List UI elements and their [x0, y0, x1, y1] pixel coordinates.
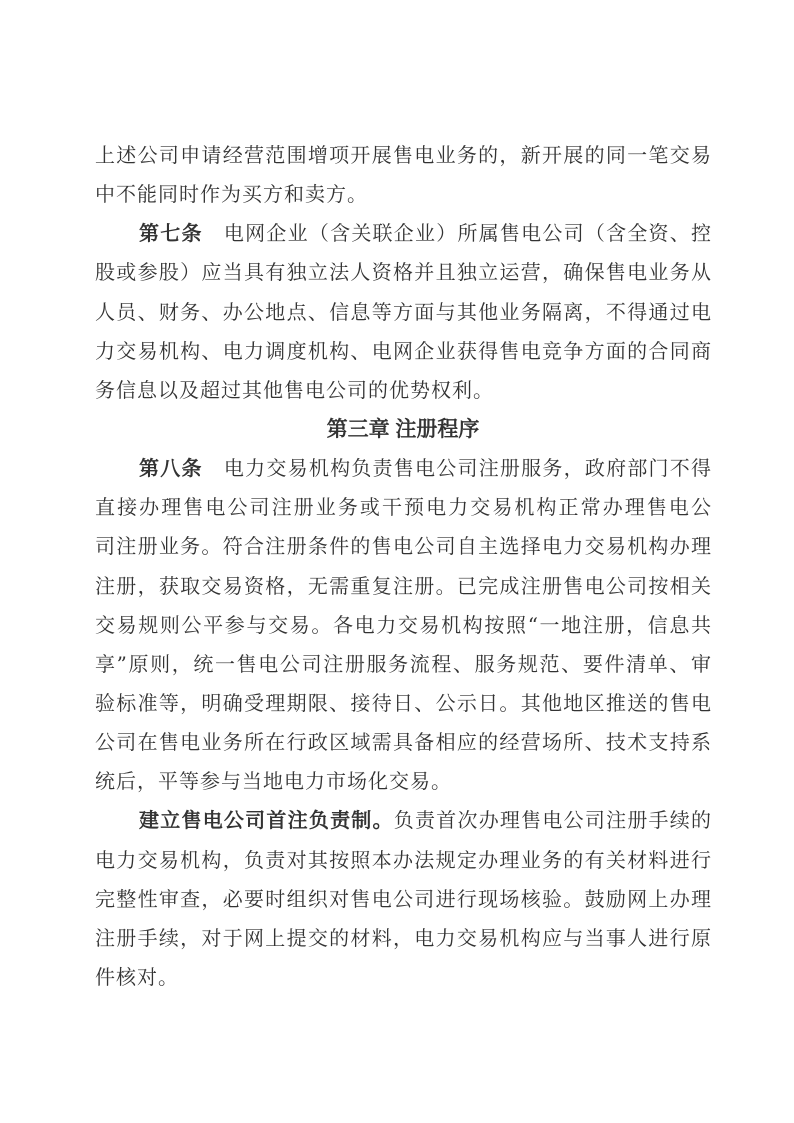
article-number-bold: 第七条: [139, 223, 203, 246]
text-segment: 股或参股）应当具有独立法人资格并且独立运营，确保售电业务从: [95, 260, 711, 285]
text-segment: 上述公司申请经营范围增项开展售电业务的，新开展的同一笔交易: [95, 143, 711, 167]
text-segment: 电力交易机构负责售电公司注册服务，政府部门不得: [202, 456, 711, 481]
article-number-bold: 第八条: [139, 458, 203, 481]
document-text: [95, 136, 711, 997]
text-segment: 务信息以及超过其他售电公司的优势权利。: [95, 377, 494, 402]
text-line: [95, 293, 711, 332]
text-segment: 司注册业务。符合注册条件的售电公司自主选择电力交易机构办理: [95, 534, 711, 559]
text-segment: 交易规则公平参与交易。各电力交易机构按照“一地注册，信息共: [95, 612, 711, 637]
text-segment: 中不能同时作为买方和卖方。: [95, 182, 368, 207]
text-segment: 公司在售电业务所在行政区域需具备相应的经营场所、技术支持系: [95, 730, 711, 755]
text-line-article-7: [95, 214, 711, 253]
text-segment: 验标准等，明确受理期限、接待日、公示日。其他地区推送的售电: [95, 690, 711, 715]
text-line: [95, 684, 711, 723]
text-line: [95, 880, 711, 919]
text-line: [95, 332, 711, 371]
text-segment: 电力交易机构，负责对其按照本办法规定办理业务的有关材料进行: [95, 847, 711, 872]
chapter-heading-text: 第三章 注册程序: [326, 417, 480, 441]
text-line: [95, 371, 711, 410]
text-line: [95, 253, 711, 292]
text-line: [95, 762, 711, 801]
text-line: [95, 175, 711, 214]
chapter-heading: [95, 410, 711, 449]
text-segment: 力交易机构、电力调度机构、电网企业获得售电竞争方面的合同商: [95, 338, 711, 363]
emphasis-bold: 建立售电公司首注负责制。: [139, 810, 394, 833]
text-line: [95, 919, 711, 958]
text-segment: 负责首次办理售电公司注册手续的: [393, 808, 711, 833]
text-segment: 注册，获取交易资格，无需重复注册。已完成注册售电公司按相关: [95, 573, 711, 598]
text-segment: 享”原则，统一售电公司注册服务流程、服务规范、要件清单、审: [95, 651, 711, 676]
text-line: [95, 645, 711, 684]
text-segment: 直接办理售电公司注册业务或干预电力交易机构正常办理售电公: [95, 495, 711, 520]
text-segment: 人员、财务、办公地点、信息等方面与其他业务隔离，不得通过电: [95, 299, 711, 324]
text-line: [95, 567, 711, 606]
text-line-first-registration: [95, 801, 711, 840]
text-line: [95, 606, 711, 645]
text-line: [95, 136, 711, 175]
text-line: [95, 958, 711, 997]
text-line-article-8: [95, 449, 711, 488]
text-line: [95, 723, 711, 762]
text-segment: 统后，平等参与当地电力市场化交易。: [95, 769, 452, 794]
text-segment: 件核对。: [95, 964, 179, 989]
text-line: [95, 488, 711, 527]
text-segment: 注册手续，对于网上提交的材料，电力交易机构应与当事人进行原: [95, 925, 711, 950]
text-segment: 完整性审查，必要时组织对售电公司进行现场核验。鼓励网上办理: [95, 886, 711, 911]
text-segment: 电网企业（含关联企业）所属售电公司（含全资、控: [202, 221, 711, 246]
text-line: [95, 527, 711, 566]
text-line: [95, 841, 711, 880]
